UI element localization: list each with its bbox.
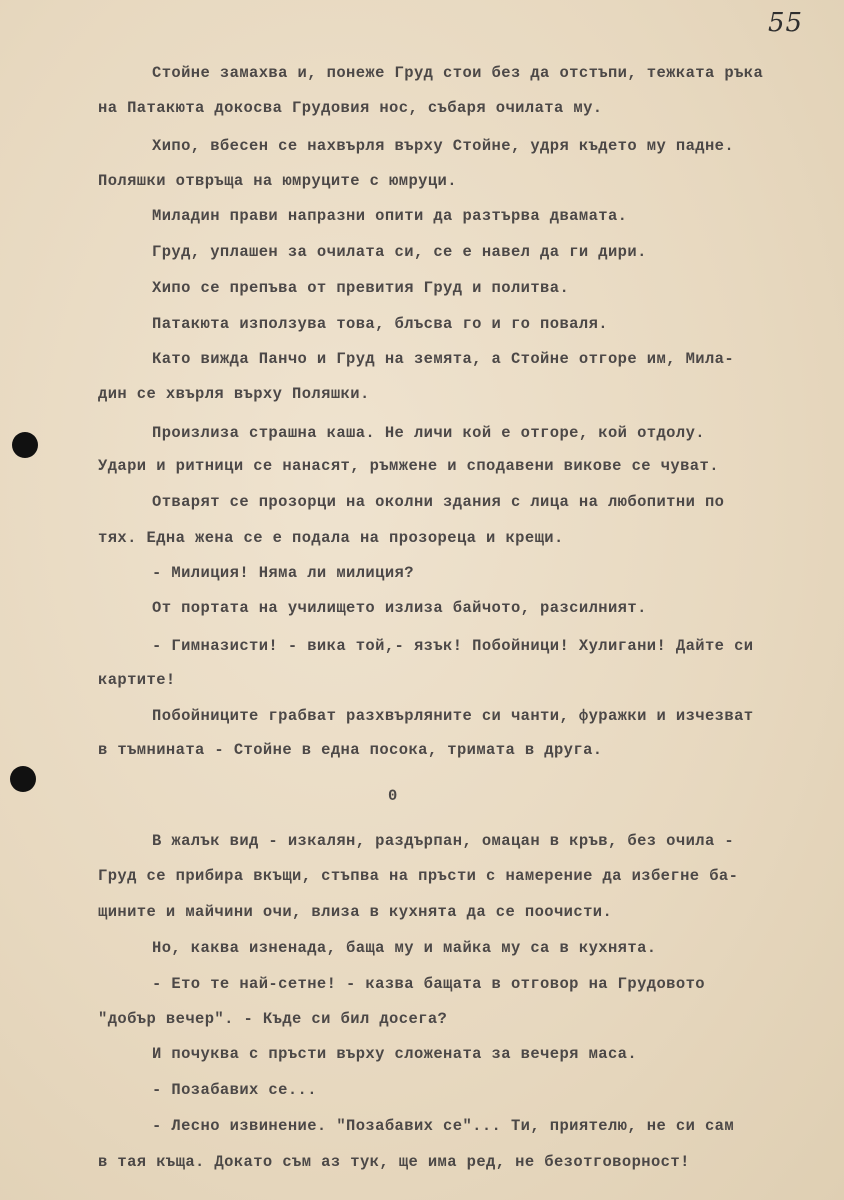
- text-line: - Милиция! Няма ли милиция?: [152, 564, 414, 582]
- text-line: - Позабавих се...: [152, 1081, 317, 1099]
- page-number: 55: [768, 8, 804, 38]
- text-line: Хипо, вбесен се нахвърля върху Стойне, удря където му падне.: [152, 137, 735, 155]
- text-line: Побойниците грабват разхвърляните си чанти, фуражки и изчезват: [152, 707, 754, 725]
- text-line: дин се хвърля върху Поляшки.: [98, 385, 370, 403]
- text-line: Патакюта използува това, блъсва го и го поваля.: [152, 315, 608, 333]
- text-line: Но, каква изненада, баща му и майка му са в кухнята.: [152, 939, 657, 957]
- text-line: тях. Една жена се е подала на прозореца и крещи.: [98, 529, 564, 547]
- text-line: - Лесно извинение. "Позабавих се"... Ти, приятелю, не си сам: [152, 1117, 735, 1135]
- text-line: - Гимназисти! - вика той,- язък! Побойници! Хулигани! Дайте си: [152, 637, 754, 655]
- text-line: в тъмнината - Стойне в една посока, тримата в друга.: [98, 741, 603, 759]
- text-line: Удари и ритници се нанасят, ръмжене и сподавени викове се чуват.: [98, 457, 719, 475]
- text-line: От портата на училището излиза байчото, разсилният.: [152, 599, 647, 617]
- text-line: "добър вечер". - Къде си бил досега?: [98, 1010, 448, 1028]
- text-line: В жалък вид - изкалян, раздърпан, омацан в кръв, без очила -: [152, 832, 735, 850]
- text-line: в тая къща. Докато съм аз тук, ще има ред, не безотговорност!: [98, 1153, 690, 1171]
- text-line: щините и майчини очи, влиза в кухнята да се поочисти.: [98, 903, 613, 921]
- text-line: И почуква с пръсти върху сложената за вечеря маса.: [152, 1045, 638, 1063]
- text-line: Миладин прави напразни опити да разтърва двамата.: [152, 207, 628, 225]
- text-line: Произлиза страшна каша. Не личи кой е отгоре, кой отдолу.: [152, 424, 705, 442]
- punch-hole-icon: [10, 766, 36, 792]
- text-line: Груд се прибира вкъщи, стъпва на пръсти с намерение да избегне ба-: [98, 867, 739, 885]
- text-line: картите!: [98, 671, 176, 689]
- text-line: Стойне замахва и, понеже Груд стои без да отстъпи, тежката ръка: [152, 64, 764, 82]
- text-line: Поляшки отвръща на юмруците с юмруци.: [98, 172, 457, 190]
- text-line: Груд, уплашен за очилата си, се е навел да ги дири.: [152, 243, 647, 261]
- text-line: Като вижда Панчо и Груд на земята, а Стойне отгоре им, Мила-: [152, 350, 735, 368]
- text-line: - Ето те най-сетне! - казва бащата в отговор на Грудовото: [152, 975, 705, 993]
- punch-hole-icon: [12, 432, 38, 458]
- section-break-mark: 0: [388, 787, 398, 805]
- text-line: на Патакюта докосва Грудовия нос, събаря очилата му.: [98, 99, 603, 117]
- text-line: Хипо се препъва от превития Груд и политва.: [152, 279, 570, 297]
- text-line: Отварят се прозорци на околни здания с лица на любопитни по: [152, 493, 725, 511]
